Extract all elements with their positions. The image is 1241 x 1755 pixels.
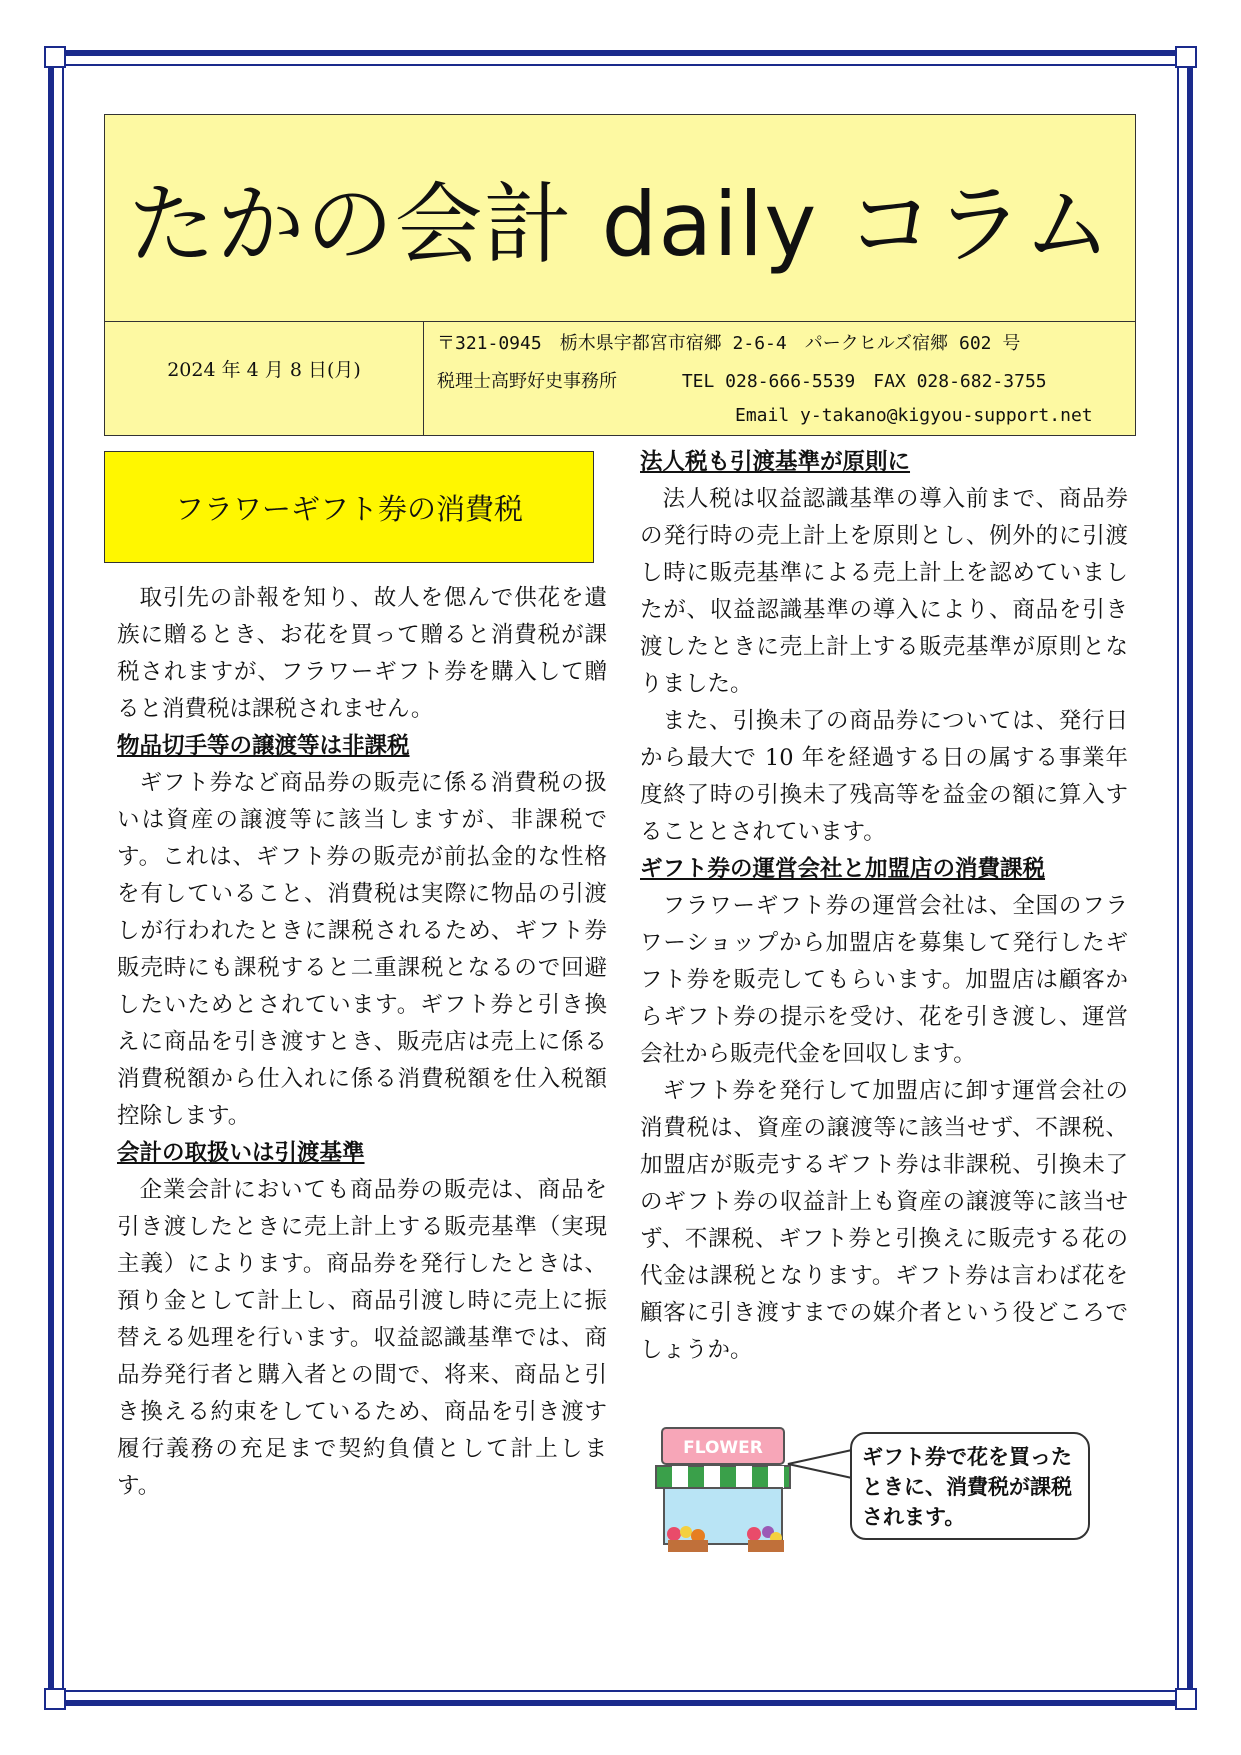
speech-bubble: ギフト券で花を買ったときに、消費税が課税されます。	[850, 1432, 1090, 1540]
email-address: Email y-takano@kigyou-support.net	[735, 405, 1093, 426]
left-column	[117, 580, 607, 1505]
paragraph: フラワーギフト券の運営会社は、全国のフラワーショップから加盟店を募集して発行したギフト券を販売してもらいます。加盟店は顧客からギフト券の提示を受け、花を引き渡し、運営会社から販売代金を回収します。	[640, 893, 1128, 1067]
section-heading: 法人税も引渡基準が原則に	[640, 449, 911, 475]
paragraph: 法人税は収益認識基準の導入前まで、商品券の発行時の売上計上を原則とし、例外的に引渡し時に販売基準による売上計上を認めていましたが、収益認識基準の導入により、商品を引き渡したときに売上計上する販売基準が原則となりました。	[640, 486, 1128, 697]
paragraph: また、引換未了の商品券については、発行日から最大で 10 年を経過する日の属する事業年度終了時の引換未了残高等を益金の額に算入することとされています。	[640, 708, 1128, 845]
corner-ornament	[44, 46, 66, 68]
section-heading: ギフト券の運営会社と加盟店の消費課税	[640, 856, 1046, 882]
shop-sign: FLOWER	[683, 1438, 763, 1458]
divider	[423, 321, 424, 435]
right-column	[640, 444, 1128, 1369]
office-contact: 税理士高野好史事務所 TEL 028-666-5539 FAX 028-682-3755	[437, 371, 1047, 392]
speech-tail	[784, 1444, 854, 1484]
postal-address: 〒321-0945 栃木県宇都宮市宿郷 2-6-4 パークヒルズ宿郷 602 号	[437, 333, 1021, 354]
paragraph: 企業会計においても商品券の販売は、商品を引き渡したときに売上計上する販売基準（実現主義）によります。商品券を発行したときは、預り金として計上し、商品引渡し時に売上に振替える処理を行います。収益認識基準では、商品券発行者と購入者との間で、将来、商品と引き換える約束をしているため、商品を引き渡す履行義務の充足まで契約負債として計上します。	[117, 1177, 607, 1499]
section-heading: 会計の取扱いは引渡基準	[117, 1140, 365, 1166]
corner-ornament	[1175, 46, 1197, 68]
corner-ornament	[44, 1688, 66, 1710]
article-intro: 取引先の訃報を知り、故人を偲んで供花を遺族に贈るとき、お花を買って贈ると消費税が課税されますが、フラワーギフト券を購入して贈ると消費税は課税されません。	[117, 585, 607, 722]
paragraph: ギフト券を発行して加盟店に卸す運営会社の消費税は、資産の譲渡等に該当せず、不課税、加盟店が販売するギフト券は非課税、引換未了のギフト券の収益計上も資産の譲渡等に該当せず、不課税、ギフト券と引換えに販売する花の代金は課税となります。ギフト券は言わば花を顧客に引き渡すまでの媒介者という役どころでしょうか。	[640, 1078, 1128, 1363]
paragraph: ギフト券など商品券の販売に係る消費税の扱いは資産の譲渡等に該当しますが、非課税です。これは、ギフト券の販売が前払金的な性格を有していること、消費税は実際に物品の引渡しが行われたときに課税されるため、ギフト券販売時にも課税すると二重課税となるので回避したいためとされています。ギフト券と引き換えに商品を引き渡すとき、販売店は売上に係る消費税額から仕入れに係る消費税額を仕入税額控除します。	[117, 770, 607, 1129]
flower-shop-illustration	[652, 1422, 802, 1554]
issue-date: 2024 年 4 月 8 日(月)	[167, 359, 361, 381]
newsletter-title: たかの会計 daily コラム	[127, 173, 1113, 276]
article-topic: フラワーギフト券の消費税	[104, 451, 594, 563]
divider	[105, 321, 1135, 322]
corner-ornament	[1175, 1688, 1197, 1710]
masthead	[104, 114, 1136, 436]
section-heading: 物品切手等の譲渡等は非課税	[117, 733, 410, 759]
awning	[656, 1466, 790, 1488]
